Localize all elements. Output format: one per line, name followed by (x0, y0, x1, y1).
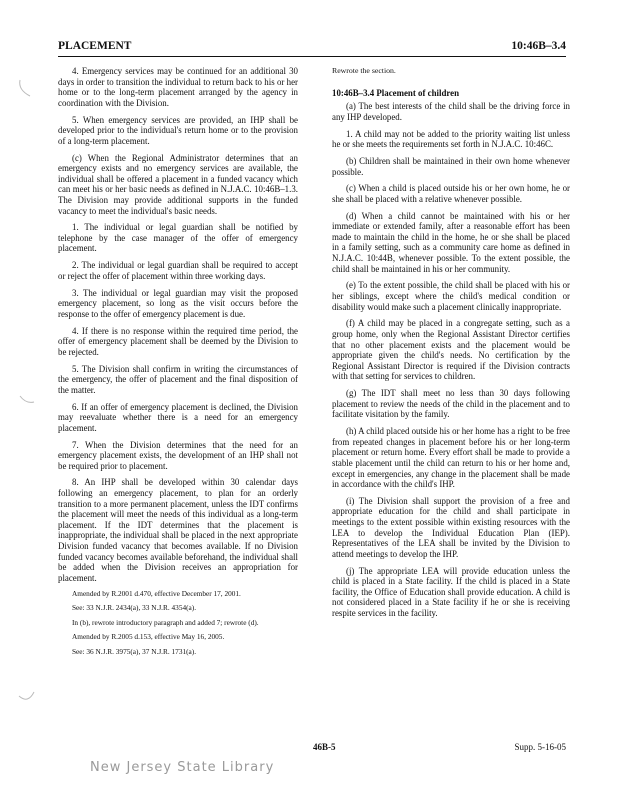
paragraph: (g) The IDT shall meet no less than 30 days following placement to review the needs of the child in the placement and to facilitate visitation by the family. (332, 388, 570, 420)
punch-hole-mark (16, 688, 38, 708)
amendment-note: See: 33 N.J.R. 2434(a), 33 N.J.R. 4354(a). (72, 603, 197, 613)
right-column (332, 66, 570, 625)
paragraph: 6. If an offer of emergency placement is declined, the Division may reevaluate whether there is a need for an emergency placement. (58, 401, 298, 433)
paragraph: (c) When the Regional Administrator determines that an emergency exists and no emergency services are available, the individual shall be offered a placement in a funded vacancy which can meet his or her basic needs as defined in N.J.A.C. 10:46B–1.3. The Division may provide additional supports in the funded vacancy to meet the individual's basic needs. (58, 152, 298, 216)
paragraph: (c) When a child is placed outside his or her own home, he or she shall be placed with a relative whenever possible. (332, 183, 570, 204)
header-section-number: 10:46B–3.4 (511, 40, 566, 52)
paragraph: (f) A child may be placed in a congregate setting, such as a group home, only when the Regional Assistant Director certifies that no other placement exists and the placement would be appropriate given the child's needs. No certification by the Regional Assistant Director is required if the Division contracts with that setting for services to children. (332, 318, 570, 382)
amendment-note: Amended by R.2001 d.470, effective December 17, 2001. (72, 588, 241, 598)
paragraph: (b) Children shall be maintained in their own home whenever possible. (332, 155, 570, 177)
punch-hole-mark (16, 78, 38, 98)
paragraph: (j) The appropriate LEA will provide education unless the child is placed in a State facility. If the child is placed in a State facility, the Office of Education shall provide education. A child is not considered placed in a State facility if he or she is receiving respite services in the facility. (332, 565, 570, 618)
paragraph: 4. If there is no response within the required time period, the offer of emergency placement shall be deemed by the Division to be rejected. (58, 325, 298, 357)
supplement-date: Supp. 5-16-05 (514, 742, 566, 752)
paragraph: (e) To the extent possible, the child shall be placed with his or her siblings, except where the child's medical condition or disability would make such a placement clinically inappropriate. (332, 280, 570, 312)
punch-hole-mark (16, 392, 38, 412)
paragraph: 5. When emergency services are provided, an IHP shall be developed prior to the individual's return home or to the provision of a long-term placement. (58, 114, 298, 146)
paragraph: (d) When a child cannot be maintained with his or her immediate or extended family, after a reasonable effort has been made to maintain the child in the home, he or she shall be placed in a family setting, such as a community care home as defined in N.J.A.C. 10:44B, whenever possible. To the extent possible, the child shall be maintained in his or her community. (332, 210, 570, 274)
paragraph: (i) The Division shall support the provision of a free and appropriate education for the child and shall participate in meetings to the extent possible within existing resources with the LEA to develop the Individual Education Plan (IEP). Representatives of the LEA shall be invited by the Division to attend meetings to develop the IHP. (332, 495, 570, 559)
paragraph: 7. When the Division determines that the need for an emergency placement exists, the development of an IHP shall not be required prior to placement. (58, 439, 298, 471)
paragraph: 4. Emergency services may be continued for an additional 30 days in order to transition the individual to return back to his or her home or to the long-term placement arranged by the agency in coordination with the Division. (58, 66, 298, 108)
amendment-note: See: 36 N.J.R. 3975(a), 37 N.J.R. 1731(a). (72, 646, 197, 656)
amendment-note: Amended by R.2005 d.153, effective May 16, 2005. (72, 632, 225, 642)
paragraph: (h) A child placed outside his or her home has a right to be free from repeated changes in placement before his or her long-term placement or return home. Every effort shall be made to provide a stable placement until the child can return to his or her home and, except in emergencies, any change in the placement shall be made in accordance with the child's IHP. (332, 426, 570, 490)
paragraph: 2. The individual or legal guardian shall be required to accept or reject the offer of placement within three working days. (58, 260, 298, 281)
library-watermark: New Jersey State Library (90, 760, 275, 775)
rewrote-note: Rewrote the section. (332, 66, 396, 75)
section-title: 10:46B–3.4 Placement of children (332, 87, 460, 98)
paragraph: 5. The Division shall confirm in writing the circumstances of the emergency, the offer of placement and the final disposition of the matter. (58, 363, 298, 395)
paragraph: (a) The best interests of the child shall be the driving force in any IHP developed. (332, 101, 570, 122)
paragraph: 8. An IHP shall be developed within 30 calendar days following an emergency placement, to plan for an orderly transition to a more permanent placement, unless the IDT confirms the placement will meet the needs of this individual as a long-term placement. If the IDT determines that the placement is inappropriate, the individual shall be placed in the next appropriate Division funded vacancy that becomes available. If no Division funded vacancy becomes available beforehand, the individual shall be added when the Division receives an appropriation for placement. (58, 477, 298, 583)
amendment-note: In (b), rewrote introductory paragraph and added 7; rewrote (d). (72, 617, 259, 627)
running-header (58, 40, 566, 57)
left-column (58, 66, 298, 663)
paragraph: 1. A child may not be added to the priority waiting list unless he or she meets the requirements set forth in N.J.A.C. 10:46C. (332, 128, 570, 150)
amendment-notes (58, 590, 298, 657)
paragraph: 1. The individual or legal guardian shall be notified by telephone by the case manager of the offer of emergency placement. (58, 222, 298, 254)
page-number: 46B-5 (313, 742, 336, 752)
header-title: PLACEMENT (58, 40, 132, 52)
paragraph: 3. The individual or legal guardian may visit the proposed emergency placement, so long as the visit occurs before the response to the offer of emergency placement is due. (58, 287, 298, 319)
